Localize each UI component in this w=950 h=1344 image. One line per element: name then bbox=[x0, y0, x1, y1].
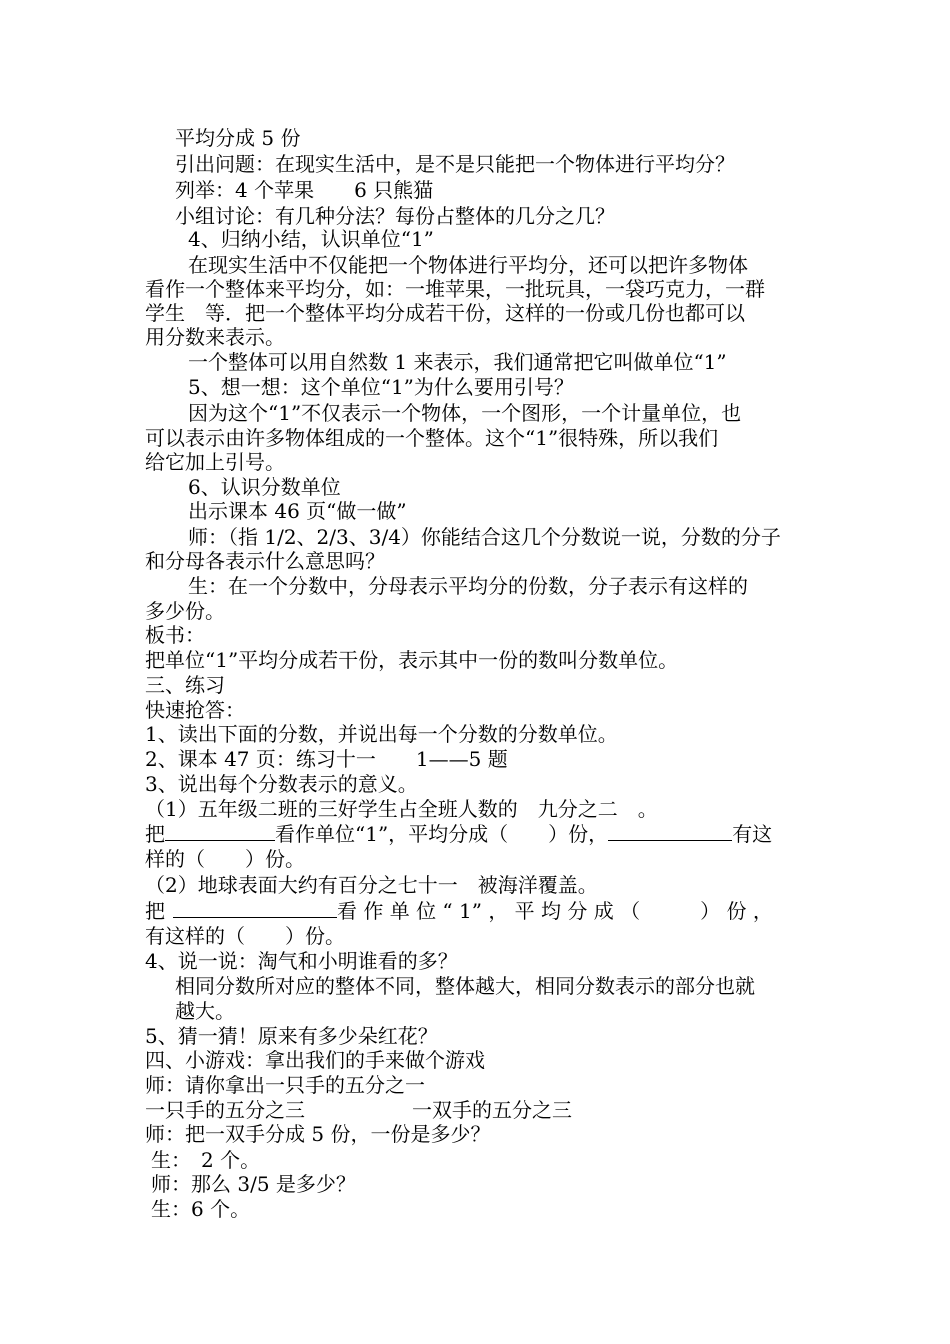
text-line: 有这样的（ ）份。 bbox=[145, 924, 345, 948]
answer-blank[interactable] bbox=[165, 822, 275, 841]
section-heading: 四、小游戏：拿出我们的手来做个游戏 bbox=[145, 1048, 485, 1072]
text-line: 把单位“1”平均分成若干份，表示其中一份的数叫分数单位。 bbox=[145, 648, 679, 672]
answer-blank[interactable] bbox=[173, 899, 337, 918]
text-line: 小组讨论：有几种分法？每份占整体的几分之几？ bbox=[175, 204, 615, 228]
text-line: 和分母各表示什么意思吗？ bbox=[145, 549, 385, 573]
text-line: 3、说出每个分数表示的意义。 bbox=[145, 772, 418, 796]
text-line: 看作一个整体来平均分，如：一堆苹果，一批玩具，一袋巧克力，一群 bbox=[145, 277, 765, 301]
text-line: 板书： bbox=[145, 623, 205, 647]
text-line: 师：（指 1/2、2/3、3/4）你能结合这几个分数说一说，分数的分子 bbox=[188, 525, 781, 549]
text-line: 出示课本 46 页“做一做” bbox=[188, 499, 407, 523]
text-line: 越大。 bbox=[175, 999, 235, 1023]
text-line: 一双手的五分之三 bbox=[412, 1098, 572, 1122]
text-fragment: 有这 bbox=[732, 822, 773, 846]
text-line: 一个整体可以用自然数 1 来表示，我们通常把它叫做单位“1” bbox=[188, 350, 727, 374]
text-fragment: 看作单位“1”，平均分成（ ）份， bbox=[275, 822, 609, 846]
fill-in-line bbox=[145, 821, 772, 847]
text-line: 5、猜一猜！原来有多少朵红花？ bbox=[145, 1024, 438, 1048]
text-line: 给它加上引号。 bbox=[145, 450, 285, 474]
text-line: 4、说一说：淘气和小明谁看的多？ bbox=[145, 949, 458, 973]
text-line: 因为这个“1”不仅表示一个物体，一个图形，一个计量单位，也 bbox=[188, 401, 742, 425]
text-fragment: 把 bbox=[145, 899, 165, 923]
text-line: 学生 等．把一个整体平均分成若干份，这样的一份或几份也都可以 bbox=[145, 301, 745, 325]
text-line: 师：把一双手分成 5 份，一份是多少？ bbox=[145, 1122, 491, 1146]
section-heading: 5、想一想：这个单位“1”为什么要用引号？ bbox=[188, 375, 574, 399]
text-line: 相同分数所对应的整体不同，整体越大，相同分数表示的部分也就 bbox=[175, 974, 755, 998]
text-line: 样的（ ）份。 bbox=[145, 847, 305, 871]
answer-blank[interactable] bbox=[608, 822, 732, 841]
text-line: 快速抢答： bbox=[145, 698, 245, 722]
text-line: 多少份。 bbox=[145, 599, 225, 623]
text-line: 生：6 个。 bbox=[151, 1197, 251, 1221]
text-line: 引出问题：在现实生活中，是不是只能把一个物体进行平均分？ bbox=[175, 152, 735, 176]
text-line: 用分数来表示。 bbox=[145, 325, 285, 349]
text-line: 列举：4 个苹果 6 只熊猫 bbox=[175, 178, 434, 202]
text-line: 平均分成 5 份 bbox=[175, 126, 301, 150]
text-line: （2）地球表面大约有百分之七十一 被海洋覆盖。 bbox=[145, 873, 598, 897]
text-line: 师：请你拿出一只手的五分之一 bbox=[145, 1073, 425, 1097]
section-heading: 6、认识分数单位 bbox=[188, 475, 341, 499]
text-line: 1、读出下面的分数，并说出每一个分数的分数单位。 bbox=[145, 722, 618, 746]
text-line: 师：那么 3/5 是多少？ bbox=[151, 1172, 356, 1196]
text-line: 2、课本 47 页：练习十一 1——5 题 bbox=[145, 747, 508, 771]
text-line: 可以表示由许多物体组成的一个整体。这个“1”很特殊，所以我们 bbox=[145, 426, 719, 450]
text-line: 在现实生活中不仅能把一个物体进行平均分，还可以把许多物体 bbox=[188, 253, 748, 277]
text-line: 一只手的五分之三 bbox=[145, 1098, 305, 1122]
text-line: 生：在一个分数中，分母表示平均分的份数，分子表示有这样的 bbox=[188, 574, 748, 598]
text-fragment: 把 bbox=[145, 822, 165, 846]
text-fragment: 看 作 单 位 “ 1” ， 平 均 分 成 （ ） 份 ， bbox=[337, 899, 773, 923]
text-line: 生： 2 个。 bbox=[151, 1148, 261, 1172]
section-heading: 三、练习 bbox=[145, 673, 225, 697]
section-heading: 4、归纳小结，认识单位“1” bbox=[188, 227, 434, 251]
text-line: （1）五年级二班的三好学生占全班人数的 九分之二 。 bbox=[145, 797, 658, 821]
fill-in-line bbox=[145, 898, 773, 924]
